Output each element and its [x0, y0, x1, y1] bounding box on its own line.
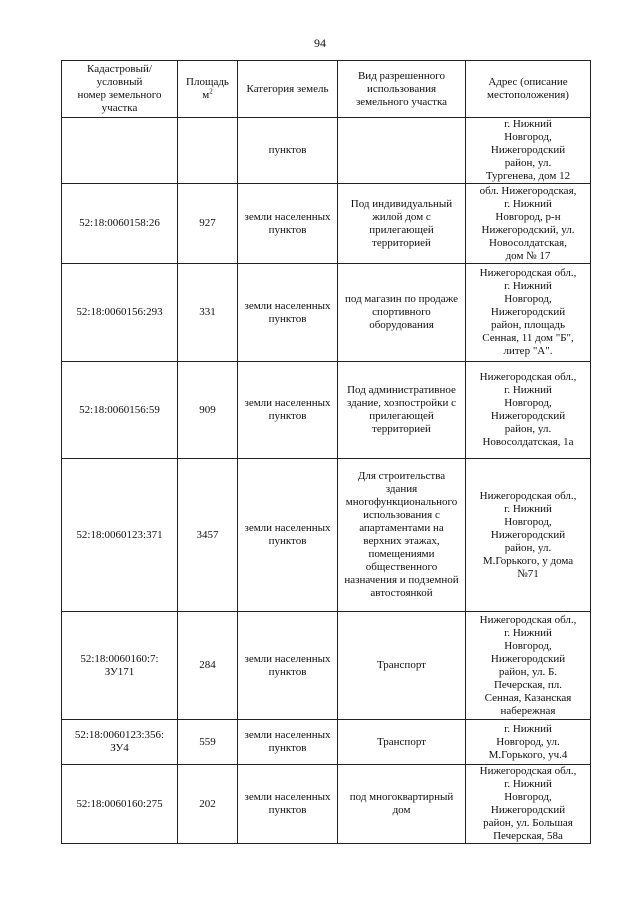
cell-use: [338, 118, 466, 184]
cell-cadastral: 52:18:0060156:293: [62, 264, 178, 362]
cell-address: г. Нижний Новгород, Нижегородский район, ул. Тургенева, дом 12: [466, 118, 591, 184]
cell-area: 559: [178, 720, 238, 765]
cell-category: земли населенных пунктов: [238, 184, 338, 264]
cell-address: Нижегородская обл., г. Нижний Новгород, Нижегородский район, площадь Сенная, 11 дом "Б", литер "А".: [466, 264, 591, 362]
table-row: [62, 184, 591, 264]
cell-use: Под административное здание, хозпостройки с прилегающей территорией: [338, 362, 466, 459]
table-row: [62, 612, 591, 720]
cell-category: пунктов: [238, 118, 338, 184]
table-row: [62, 720, 591, 765]
cell-use: под многоквартирный дом: [338, 765, 466, 844]
table-row: [62, 264, 591, 362]
cell-use: Транспорт: [338, 612, 466, 720]
cell-address: Нижегородская обл., г. Нижний Новгород, Нижегородский район, ул. Новосолдатская, 1а: [466, 362, 591, 459]
table-row: [62, 459, 591, 612]
header-cadastral-number: Кадастровый/ условный номер земельного участка: [62, 61, 178, 118]
table-header-row: [62, 61, 591, 118]
header-area-label: Площадь м: [186, 76, 229, 101]
cell-address: Нижегородская обл., г. Нижний Новгород, Нижегородский район, ул. Б. Печерская, пл. Сенная, Казанская набережная: [466, 612, 591, 720]
cell-use: Для строительства здания многофункционального использования с апартаментами на верхних этажах, помещениями общественного назначения и подземной автостоянкой: [338, 459, 466, 612]
cell-cadastral: 52:18:0060156:59: [62, 362, 178, 459]
cell-address: обл. Нижегородская, г. Нижний Новгород, р-н Нижегородский, ул. Новосолдатская, дом № 17: [466, 184, 591, 264]
cell-category: земли населенных пунктов: [238, 765, 338, 844]
cell-area: 3457: [178, 459, 238, 612]
cell-area: [178, 118, 238, 184]
cell-category: земли населенных пунктов: [238, 362, 338, 459]
cell-address: г. Нижний Новгород, ул. М.Горького, уч.4: [466, 720, 591, 765]
page-number: 94: [314, 36, 326, 50]
cell-cadastral: 52:18:0060160:7: ЗУ171: [62, 612, 178, 720]
header-permitted-use: Вид разрешенного использования земельного участка: [338, 61, 466, 118]
cell-use: под магазин по продаже спортивного оборудования: [338, 264, 466, 362]
cell-cadastral: [62, 118, 178, 184]
cell-use: Транспорт: [338, 720, 466, 765]
cell-cadastral: 52:18:0060123:356: ЗУ4: [62, 720, 178, 765]
header-area-superscript: 2: [209, 87, 213, 96]
header-land-category: Категория земель: [238, 61, 338, 118]
cell-category: земли населенных пунктов: [238, 264, 338, 362]
land-plots-table: [61, 60, 591, 844]
cell-category: земли населенных пунктов: [238, 720, 338, 765]
cell-cadastral: 52:18:0060160:275: [62, 765, 178, 844]
cell-area: 909: [178, 362, 238, 459]
cell-area: 927: [178, 184, 238, 264]
cell-area: 284: [178, 612, 238, 720]
cell-cadastral: 52:18:0060123:371: [62, 459, 178, 612]
cell-area: 202: [178, 765, 238, 844]
cell-category: земли населенных пунктов: [238, 459, 338, 612]
table-row: [62, 362, 591, 459]
cell-category: земли населенных пунктов: [238, 612, 338, 720]
header-address: Адрес (описание местоположения): [466, 61, 591, 118]
header-area: [178, 61, 238, 118]
table-row: [62, 765, 591, 844]
cell-use: Под индивидуальный жилой дом с прилегающей территорией: [338, 184, 466, 264]
cell-address: Нижегородская обл., г. Нижний Новгород, Нижегородский район, ул. М.Горького, у дома №71: [466, 459, 591, 612]
cell-cadastral: 52:18:0060158:26: [62, 184, 178, 264]
cell-address: Нижегородская обл., г. Нижний Новгород, Нижегородский район, ул. Большая Печерская, 58а: [466, 765, 591, 844]
cell-area: 331: [178, 264, 238, 362]
table-row-continuation: [62, 118, 591, 184]
